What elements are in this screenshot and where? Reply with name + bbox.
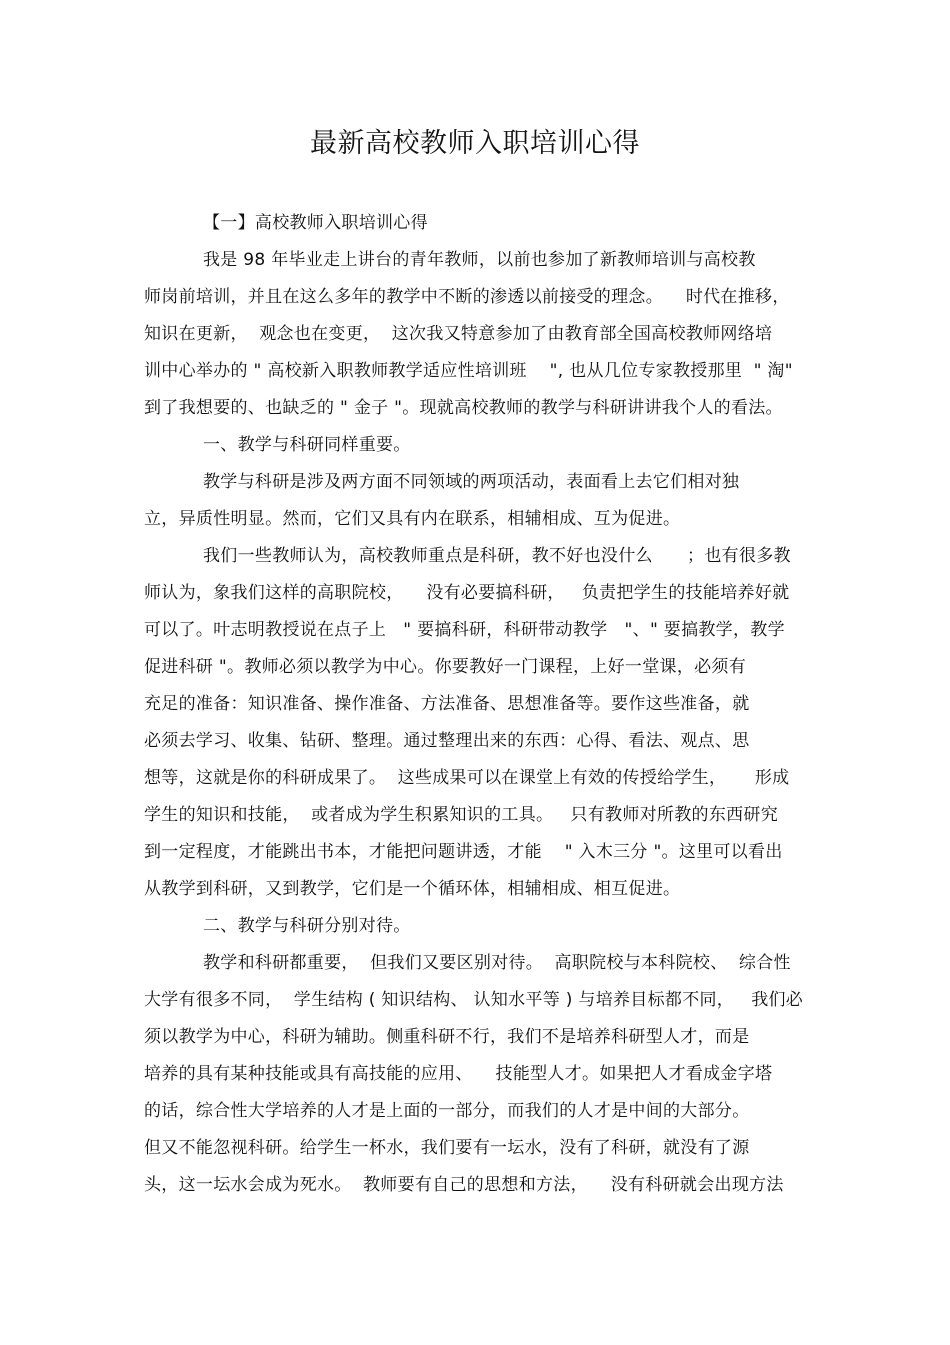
paragraph-line: 培养的具有某种技能或具有高技能的应用、 技能型人才。如果把人才看成金字塔 bbox=[144, 1064, 773, 1084]
section-heading-2: 一、教学与科研同样重要。 bbox=[203, 435, 411, 455]
paragraph-line: 我是 98 年毕业走上讲台的青年教师，以前也参加了新教师培训与高校教 bbox=[203, 250, 756, 270]
paragraph-line: 到一定程度，才能跳出书本，才能把问题讲透，才能 " 入木三分 "。这里可以看出 bbox=[144, 842, 783, 862]
paragraph-line: 的话，综合性大学培养的人才是上面的一部分，而我们的人才是中间的大部分。 bbox=[144, 1101, 750, 1121]
paragraph-line: 须以教学为中心，科研为辅助。侧重科研不行，我们不是培养科研型人才，而是 bbox=[144, 1027, 750, 1047]
paragraph-line: 充足的准备：知识准备、操作准备、方法准备、思想准备等。要作这些准备，就 bbox=[144, 694, 750, 714]
paragraph-line: 促进科研 "。教师必须以教学为中心。你要教好一门课程，上好一堂课，必须有 bbox=[144, 657, 747, 677]
section-heading-1: 【一】高校教师入职培训心得 bbox=[203, 213, 428, 233]
paragraph-line: 从教学到科研，又到教学，它们是一个循环体，相辅相成、相互促进。 bbox=[144, 879, 681, 899]
page-title: 最新高校教师入职培训心得 bbox=[310, 128, 640, 159]
paragraph-line: 知识在更新， 观念也在变更， 这次我又特意参加了由教育部全国高校教师网络培 bbox=[144, 324, 773, 344]
paragraph-line: 但又不能忽视科研。给学生一杯水，我们要有一坛水，没有了科研，就没有了源 bbox=[144, 1138, 750, 1158]
paragraph-line: 可以了。叶志明教授说在点子上 " 要搞科研，科研带动教学 "、" 要搞教学，教学 bbox=[144, 620, 785, 640]
paragraph-line: 教学和科研都重要， 但我们又要区别对待。 高职院校与本科院校、 综合性 bbox=[203, 953, 791, 973]
paragraph-line: 我们一些教师认为，高校教师重点是科研，教不好也没什么 ；也有很多教 bbox=[203, 546, 791, 566]
paragraph-line: 教学与科研是涉及两方面不同领域的两项活动，表面看上去它们相对独 bbox=[203, 472, 740, 492]
paragraph-line: 学生的知识和技能， 或者成为学生积累知识的工具。 只有教师对所教的东西研究 bbox=[144, 805, 779, 825]
section-heading-3: 二、教学与科研分别对待。 bbox=[203, 916, 411, 936]
paragraph-line: 想等，这就是你的科研成果了。 这些成果可以在课堂上有效的传授给学生， 形成 bbox=[144, 768, 790, 788]
paragraph-line: 到了我想要的、也缺乏的 " 金子 "。现就高校教师的教学与科研讲讲我个人的看法。 bbox=[144, 398, 783, 418]
paragraph-line: 师岗前培训，并且在这么多年的教学中不断的渗透以前接受的理念。 时代在推移， bbox=[144, 287, 790, 307]
paragraph-line: 师认为，象我们这样的高职院校， 没有必要搞科研， 负责把学生的技能培养好就 bbox=[144, 583, 790, 603]
paragraph-line: 头，这一坛水会成为死水。 教师要有自己的思想和方法， 没有科研就会出现方法 bbox=[144, 1175, 784, 1195]
paragraph-line: 必须去学习、收集、钻研、整理。通过整理出来的东西：心得、看法、观点、思 bbox=[144, 731, 750, 751]
paragraph-line: 立，异质性明显。然而，它们又具有内在联系，相辅相成、互为促进。 bbox=[144, 509, 681, 529]
paragraph-line: 训中心举办的 " 高校新入职教师教学适应性培训班 ", 也从几位专家教授那里 " 淘" bbox=[144, 361, 793, 381]
paragraph-line: 大学有很多不同， 学生结构 ( 知识结构、 认知水平等 ) 与培养目标都不同， 我们必 bbox=[144, 990, 804, 1010]
